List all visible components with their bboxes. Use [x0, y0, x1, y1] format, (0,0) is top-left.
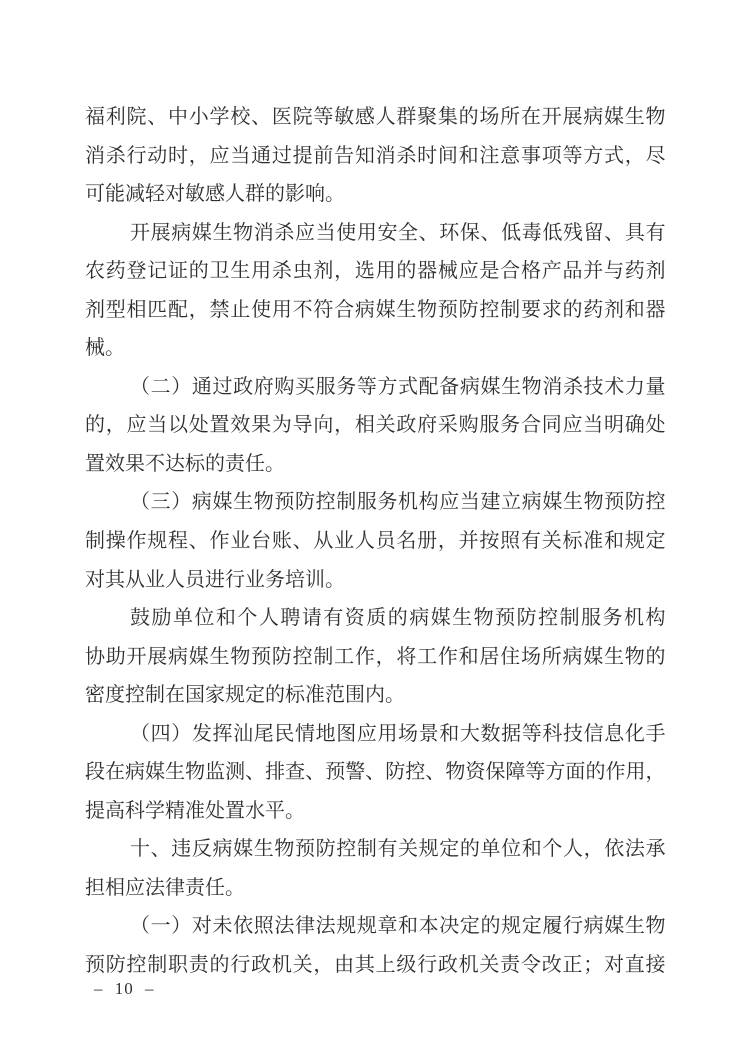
text-line: （四）发挥汕尾民情地图应用场景和大数据等科技信息化手	[130, 722, 665, 745]
text-line: 担相应法律责任。	[85, 876, 245, 899]
text-line: 提高科学精准处置水平。	[85, 799, 305, 822]
text-line: （三）病媒生物预防控制服务机构应当建立病媒生物预防控	[130, 491, 665, 514]
text-line: 协助开展病媒生物预防控制工作，将工作和居住场所病媒生物的	[85, 645, 665, 668]
text-line: 制操作规程、作业台账、从业人员名册，并按照有关标准和规定	[85, 530, 665, 553]
text-line: 预防控制职责的行政机关，由其上级行政机关责令改正；对直接	[85, 954, 665, 977]
text-line: 的，应当以处置效果为导向，相关政府采购服务合同应当明确处	[85, 414, 665, 437]
text-line: 段在病媒生物监测、排查、预警、防控、物资保障等方面的作用，	[85, 761, 665, 784]
text-line: 对其从业人员进行业务培训。	[85, 568, 345, 591]
text-line: 开展病媒生物消杀应当使用安全、环保、低毒低残留、具有	[130, 221, 665, 244]
text-line: 农药登记证的卫生用杀虫剂，选用的器械应是合格产品并与药剂	[85, 260, 665, 283]
text-line: 械。	[85, 337, 125, 360]
text-line: （一）对未依照法律法规规章和本决定的规定履行病媒生物	[130, 915, 665, 938]
document-body-text	[85, 98, 665, 985]
text-line: 消杀行动时，应当通过提前告知消杀时间和注意事项等方式，尽	[85, 144, 665, 167]
text-line: （二）通过政府购买服务等方式配备病媒生物消杀技术力量	[130, 375, 665, 398]
text-line: 可能减轻对敏感人群的影响。	[85, 183, 345, 206]
text-line: 十、违反病媒生物预防控制有关规定的单位和个人，依法承	[130, 838, 665, 861]
text-line: 鼓励单位和个人聘请有资质的病媒生物预防控制服务机构	[130, 607, 665, 630]
text-line: 剂型相匹配，禁止使用不符合病媒生物预防控制要求的药剂和器	[85, 298, 665, 321]
page-number: – 10 –	[94, 979, 155, 998]
text-line: 置效果不达标的责任。	[85, 452, 285, 475]
text-line: 密度控制在国家规定的标准范围内。	[85, 684, 405, 707]
text-line: 福利院、中小学校、医院等敏感人群聚集的场所在开展病媒生物	[85, 106, 665, 128]
